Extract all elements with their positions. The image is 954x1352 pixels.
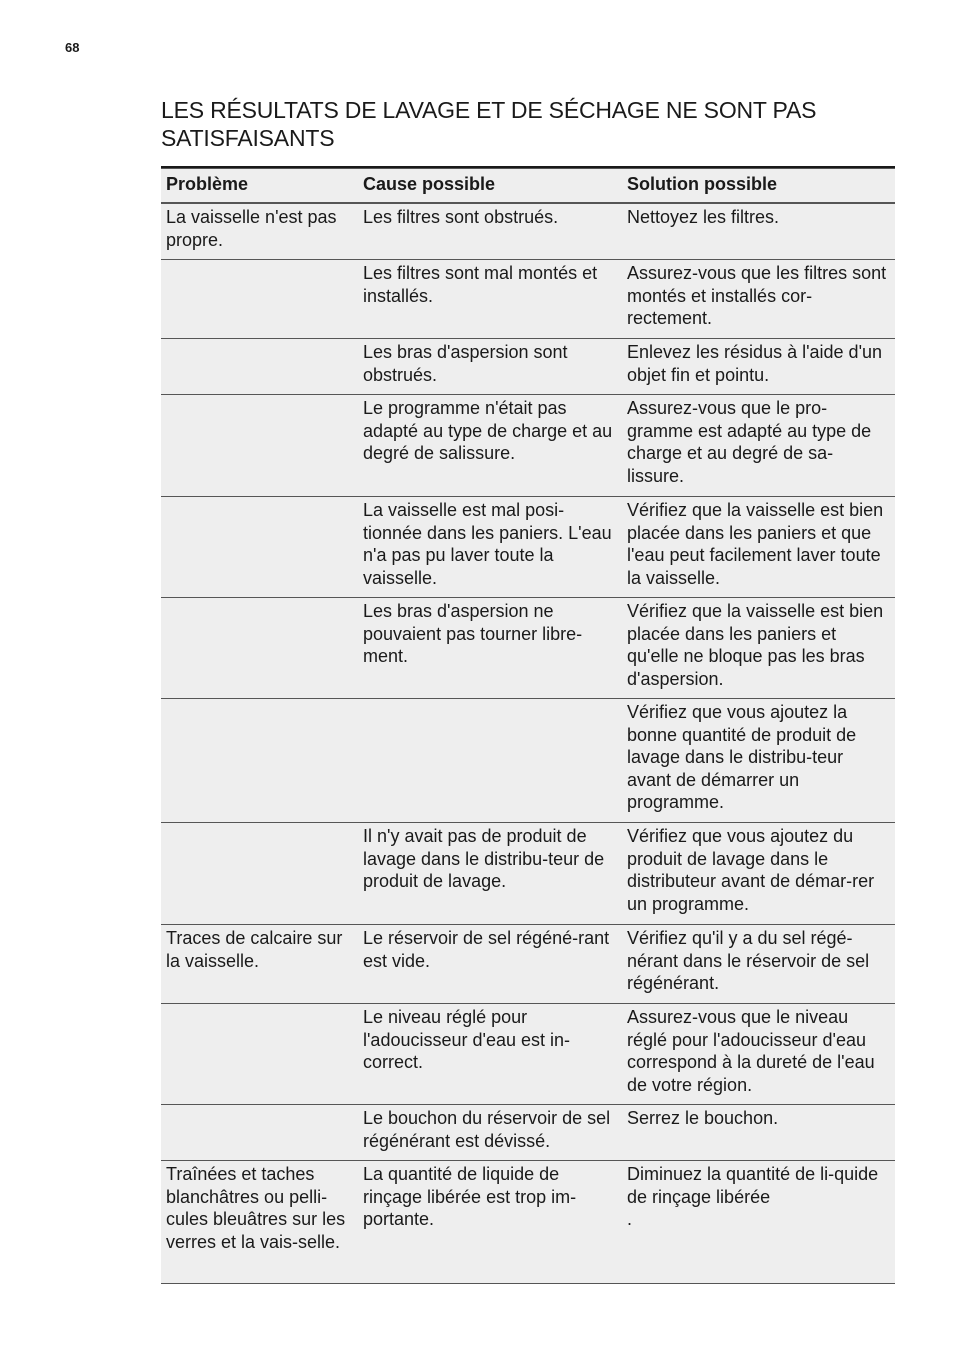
- section-title: LES RÉSULTATS DE LAVAGE ET DE SÉCHAGE NE SONT PAS SATISFAISANTS: [161, 97, 817, 151]
- solution-cell: Assurez-vous que les filtres sont montés et installés cor-rectement.: [627, 263, 887, 329]
- problem-cell: Traces de calcaire sur la vaisselle.: [166, 928, 343, 971]
- solution-cell: Diminuez la quantité de li-quide de rinçage libérée .: [627, 1164, 879, 1230]
- table-row: [161, 496, 895, 597]
- solution-cell: Vérifiez que vous ajoutez du produit de lavage dans le distributeur avant de démar-rer un programme.: [627, 826, 875, 914]
- cause-cell: Les filtres sont obstrués.: [363, 207, 559, 227]
- table-row: [161, 822, 895, 924]
- header-solution: Solution possible: [627, 174, 778, 194]
- cause-cell: Les bras d'aspersion ne pouvaient pas tourner libre-ment.: [363, 601, 583, 667]
- solution-cell: Vérifiez que la vaisselle est bien placée dans les paniers et que l'eau peut facilement laver toute la vaisselle.: [627, 500, 884, 588]
- problem-cell: [161, 1004, 358, 1104]
- problem-cell: [161, 395, 358, 496]
- cause-cell: Le niveau réglé pour l'adoucisseur d'eau est in-correct.: [363, 1007, 570, 1073]
- problem-cell: La vaisselle n'est pas propre.: [166, 207, 337, 250]
- cause-cell: Les bras d'aspersion sont obstrués.: [363, 342, 568, 385]
- table-row: [161, 203, 895, 259]
- table-row: [161, 597, 895, 698]
- header-problem: Problème: [166, 174, 249, 194]
- solution-cell: Assurez-vous que le niveau réglé pour l'adoucisseur d'eau correspond à la dureté de l'eau de votre région.: [627, 1007, 875, 1095]
- problem-cell: [161, 699, 358, 822]
- table-row: [161, 698, 895, 822]
- solution-cell: Enlevez les résidus à l'aide d'un objet fin et pointu.: [627, 342, 883, 385]
- problem-cell: [161, 339, 358, 394]
- solution-cell: Vérifiez que vous ajoutez la bonne quantité de produit de lavage dans le distribu-teur avant de démarrer un programme.: [627, 702, 857, 813]
- cause-cell: La vaisselle est mal posi-tionnée dans les paniers. L'eau n'a pas pu laver toute la vaisselle.: [363, 500, 612, 588]
- solution-cell: Assurez-vous que le pro-gramme est adapté au type de charge et au degré de sa-lissure.: [627, 398, 872, 486]
- table-row: [161, 924, 895, 1003]
- problem-cell: [161, 260, 358, 338]
- problem-cell: [161, 497, 358, 597]
- solution-cell: Vérifiez qu'il y a du sel régé-nérant dans le réservoir de sel régénérant.: [627, 928, 870, 994]
- cause-cell: Il n'y avait pas de produit de lavage dans le distribu-teur de produit de lavage.: [363, 826, 605, 892]
- cause-cell: Le bouchon du réservoir de sel régénérant est dévissé.: [363, 1108, 611, 1151]
- table-row: [161, 394, 895, 496]
- solution-cell: Vérifiez que la vaisselle est bien placée dans les paniers et qu'elle ne bloque pas les bras d'aspersion.: [627, 601, 884, 689]
- cause-cell: [358, 699, 622, 822]
- solution-cell: Serrez le bouchon.: [627, 1108, 779, 1128]
- problem-cell: [161, 823, 358, 924]
- problem-cell: [161, 1105, 358, 1160]
- cause-cell: Les filtres sont mal montés et installés.: [363, 263, 598, 306]
- cause-cell: La quantité de liquide de rinçage libérée est trop im-portante.: [363, 1164, 577, 1230]
- problem-cell: [161, 598, 358, 698]
- table-row: [161, 1003, 895, 1104]
- table-row: [161, 1160, 895, 1283]
- table-row: [161, 259, 895, 338]
- page-number: 68: [65, 40, 80, 55]
- header-cause: Cause possible: [363, 174, 496, 194]
- table-row: [161, 338, 895, 394]
- problem-cell: Traînées et taches blanchâtres ou pelli-cules bleuâtres sur les verres et la vais-selle.: [166, 1164, 346, 1252]
- table-row: [161, 1104, 895, 1160]
- troubleshooting-table: [161, 166, 895, 1284]
- table-header-row: [161, 168, 895, 203]
- cause-cell: Le réservoir de sel régéné-rant est vide.: [363, 928, 610, 971]
- solution-cell: Nettoyez les filtres.: [627, 207, 780, 227]
- cause-cell: Le programme n'était pas adapté au type de charge et au degré de salissure.: [363, 398, 613, 464]
